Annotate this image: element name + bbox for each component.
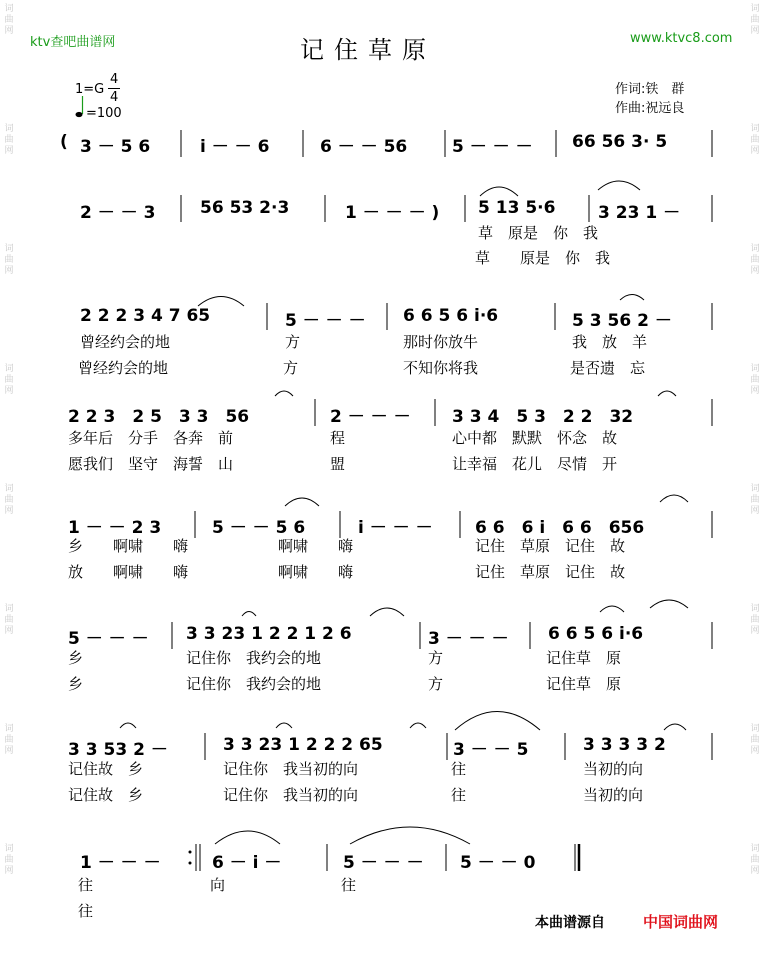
bar-notes: 3 23 1 －: [598, 203, 681, 223]
bar-notes: 3 － 5 6: [80, 137, 151, 157]
watermark-text: 词 曲 网: [750, 4, 760, 36]
key-signature: 1=G: [75, 82, 105, 97]
bar-notes: 2 － － 3: [80, 203, 156, 223]
watermark-text: 词 曲 网: [4, 844, 14, 876]
watermark-text: 词 曲 网: [750, 244, 760, 276]
bar-notes: 3 3 23 1 2 2 1 2 6: [186, 624, 352, 644]
bar-notes: 2 2 3 2 5 3 3 56: [68, 407, 250, 427]
bar-notes: 5 － － －: [452, 137, 533, 157]
watermark-text: 词 曲 网: [4, 124, 14, 156]
lyrics-row-2-verse-1: 草 原是 你 我: [478, 224, 599, 242]
watermark-text: 词 曲 网: [750, 484, 760, 516]
song-title: 记住草原: [300, 36, 436, 64]
watermark-text: 词 曲 网: [750, 364, 760, 396]
bar-notes: 6 6 5 6 i·6: [548, 624, 644, 644]
bar-notes: (: [60, 132, 68, 152]
lyrics-row-8-verse-2: 往: [78, 902, 94, 920]
watermark-text: 词 曲 网: [750, 844, 760, 876]
watermark-text: 词 曲 网: [4, 604, 14, 636]
site-name-left[interactable]: ktv查吧曲谱网: [30, 35, 116, 50]
bar-notes: 2 － － －: [330, 407, 411, 427]
bar-notes: 6 － － 56: [320, 137, 408, 157]
watermark-text: 词 曲 网: [750, 604, 760, 636]
bar-notes: 1 － － － ): [345, 203, 440, 223]
watermark-text: 词 曲 网: [750, 724, 760, 756]
bar-notes: 5 － － 0: [460, 853, 536, 873]
bar-notes: i － － 6: [200, 137, 270, 157]
bar-notes: 3 3 3 3 2: [583, 735, 666, 755]
bar-notes: 5 － － －: [343, 853, 424, 873]
bar-notes: 3 － － 5: [453, 740, 529, 760]
bar-notes: 3 － － －: [428, 629, 509, 649]
bar-notes: 2 2 2 3 4 7 65: [80, 306, 211, 326]
bar-notes: 66 56 3· 5: [572, 132, 668, 152]
bar-notes: 6 6 6 i 6 6 656: [475, 518, 645, 538]
composer: 作曲:祝远良: [615, 101, 685, 116]
bar-notes: 5 13 5·6: [478, 198, 556, 218]
bar-notes: 3 3 53 2 －: [68, 740, 168, 760]
watermark-text: 词 曲 网: [750, 124, 760, 156]
lyrics-row-2-verse-2: 草 原是 你 我: [475, 249, 611, 267]
watermark-text: 词 曲 网: [4, 4, 14, 36]
tempo: =100: [86, 106, 122, 121]
watermark-text: 词 曲 网: [4, 484, 14, 516]
bar-notes: 3 3 4 5 3 2 2 32: [452, 407, 634, 427]
time-signature-bottom: 4: [110, 90, 119, 105]
bar-notes: 5 － － －: [68, 629, 149, 649]
source-site-link[interactable]: 中国词曲网: [643, 913, 719, 931]
bar-notes: 5 － － 5 6: [212, 518, 306, 538]
source-label: 本曲谱源自: [535, 915, 605, 931]
lyricist: 作词:铁 群: [615, 82, 685, 97]
site-url-right[interactable]: www.ktvc8.com: [630, 31, 733, 46]
bar-notes: 56 53 2·3: [200, 198, 290, 218]
watermark-text: 词 曲 网: [4, 244, 14, 276]
time-signature-top: 4: [110, 72, 119, 87]
watermark-text: 词 曲 网: [4, 364, 14, 396]
bar-notes: 6 6 5 6 i·6: [403, 306, 499, 326]
bar-notes: 1 － － －: [80, 853, 161, 873]
bar-notes: 5 － － －: [285, 311, 366, 331]
bar-notes: 1 － － 2 3: [68, 518, 162, 538]
bar-notes: 3 3 23 1 2 2 2 65: [223, 735, 383, 755]
watermark-text: 词 曲 网: [4, 724, 14, 756]
bar-notes: i － － －: [358, 518, 433, 538]
bar-notes: 6 － i －: [212, 853, 282, 873]
bar-notes: 5 3 56 2 －: [572, 311, 672, 331]
